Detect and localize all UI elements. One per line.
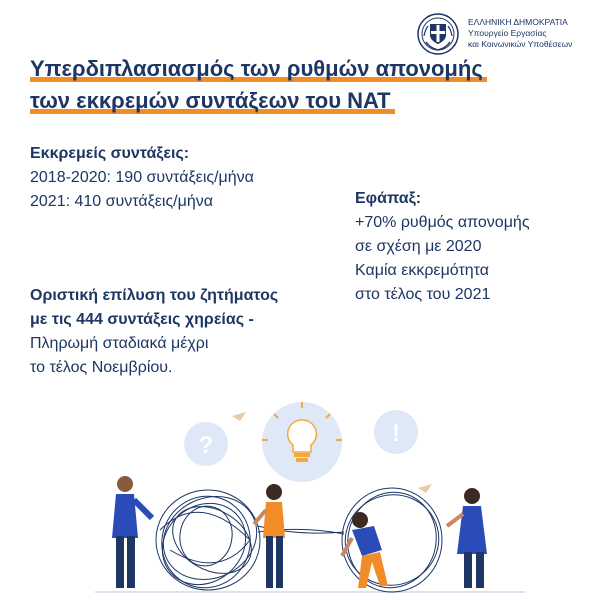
question-mark-icon [184, 422, 228, 466]
exclamation-mark-icon [374, 410, 418, 454]
lump-sum-line-3: Καμία εκκρεμότητα [355, 262, 490, 279]
pending-line-2: 2021: 410 συντάξεις/μήνα [30, 193, 213, 210]
resolution-line-2: με τις 444 συντάξεις χηρείας - [30, 311, 254, 328]
ministry-name [468, 17, 572, 50]
person-right [447, 488, 487, 588]
pending-title: Εκκρεμείς συντάξεις: [30, 145, 190, 162]
person-left [112, 476, 152, 588]
logo-line-1: ΕΛΛΗΝΙΚΗ ΔΗΜΟΚΡΑΤΙΑ [468, 17, 568, 27]
tangle-ball-left [146, 481, 271, 600]
pending-pensions-block [30, 142, 254, 214]
lump-sum-line-1: +70% ρυθμός απονομής [355, 214, 530, 231]
paper-plane-icon [232, 412, 246, 421]
person-center [254, 484, 285, 588]
headline [30, 56, 550, 120]
resolution-line-4: το τέλος Νοεμβρίου. [30, 359, 173, 376]
svg-text:!: ! [392, 420, 400, 447]
lump-sum-line-4: στο τέλος του 2021 [355, 286, 491, 303]
greek-emblem-icon [416, 12, 460, 56]
paper-plane-icon-2 [418, 484, 432, 493]
lump-sum-line-2: σε σχέση με 2020 [355, 238, 482, 255]
logo-line-2: Υπουργείο Εργασίας [468, 28, 547, 38]
lump-sum-block [355, 187, 530, 307]
resolution-line-1: Οριστική επίλυση του ζητήματος [30, 287, 279, 304]
tangled-thread-illustration [0, 380, 600, 600]
svg-text:?: ? [198, 432, 214, 459]
logo-line-3: και Κοινωνικών Υποθέσεων [468, 39, 573, 49]
headline-line-1: Υπερδιπλασιασμός των ρυθμών απονομής [30, 56, 487, 82]
resolution-block [30, 284, 278, 380]
resolution-line-3: Πληρωμή σταδιακά μέχρι [30, 335, 209, 352]
pending-line-1: 2018-2020: 190 συντάξεις/μήνα [30, 169, 254, 186]
headline-line-2: των εκκρεμών συντάξεων του ΝΑΤ [30, 88, 395, 114]
lump-sum-title: Εφάπαξ: [355, 190, 422, 207]
ministry-logo [416, 10, 596, 60]
lightbulb-icon [262, 402, 342, 482]
